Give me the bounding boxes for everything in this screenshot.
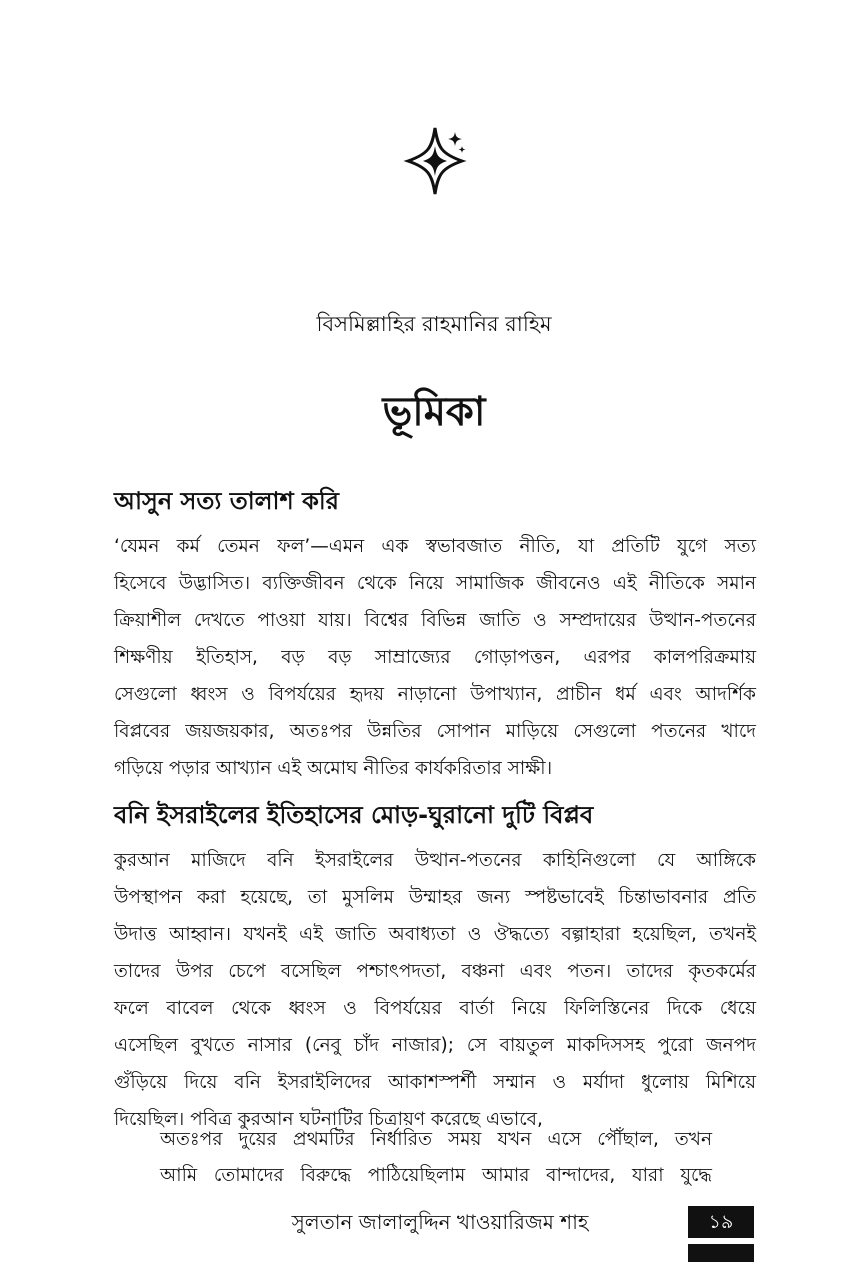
paragraph-line: কুরআন মাজিদে বনি ইসরাইলের উত্থান-পতনের কাহিনিগুলো যে আঙ্গিকে — [114, 850, 756, 871]
page-edge-bar — [688, 1244, 754, 1262]
paragraph-line: উদাত্ত আহ্বান। যখনই এই জাতি অবাধ্যতা ও ঔদ্ধত্যে বল্গাহারা হয়েছিল, তখনই — [114, 924, 756, 945]
four-point-star-ornament-icon — [398, 124, 472, 198]
section-heading: বনি ইসরাইলের ইতিহাসের মোড়-ঘুরানো দুটি বিপ্লব — [114, 801, 594, 829]
paragraph-line: দিয়েছিল। পবিত্র কুরআন ঘটনাটির চিত্রায়ণ করেছে এভাবে, — [114, 1109, 543, 1130]
paragraph-line: শিক্ষণীয় ইতিহাস, বড় বড় সাম্রাজ্যের গোড়াপত্তন, এরপর কালপরিক্রমায় — [114, 647, 756, 668]
paragraph-line: উপস্থাপন করা হয়েছে, তা মুসলিম উম্মাহর জন্য স্পষ্টভাবেই চিন্তাভাবনার প্রতি — [114, 887, 756, 908]
paragraph-line: এসেছিল বুখতে নাসার (নেবু চাঁদ নাজার); সে বায়তুল মাকদিসসহ পুরো জনপদ — [114, 1035, 756, 1056]
paragraph-line: গুঁড়িয়ে দিয়ে বনি ইসরাইলিদের আকাশস্পর্শী সম্মান ও মর্যাদা ধুলোয় মিশিয়ে — [114, 1072, 756, 1093]
paragraph-line: বিপ্লবের জয়জয়কার, অতঃপর উন্নতির সোপান মাড়িয়ে সেগুলো পতনের খাদে — [114, 721, 756, 742]
section-paragraph — [114, 528, 756, 787]
paragraph-line: ‘যেমন কর্ম তেমন ফল’—এমন এক স্বভাবজাত নীতি, যা প্রতিটি যুগে সত্য — [114, 536, 756, 557]
bismillah-line: বিসমিল্লাহির রাহমানির রাহিম — [316, 312, 552, 336]
section-intro — [114, 482, 756, 787]
paragraph-line: সেগুলো ধ্বংস ও বিপর্যয়ের হৃদয় নাড়ানো উপাখ্যান, প্রাচীন ধর্ম এবং আদর্শিক — [114, 684, 756, 705]
section-heading: আসুন সত্য তালাশ করি — [114, 487, 339, 515]
paragraph-line: গড়িয়ে পড়ার আখ্যান এই অমোঘ নীতির কার্যকরিতার সাক্ষী। — [114, 758, 553, 779]
section-bani-israel — [114, 796, 756, 1138]
quote-line: অতঃপর দুয়ের প্রথমটির নির্ধারিত সময় যখন এসে পৌঁছাল, তখন — [160, 1129, 712, 1150]
quote-line: আমি তোমাদের বিরুদ্ধে পাঠিয়েছিলাম আমার বান্দাদের, যারা যুদ্ধে — [160, 1165, 712, 1186]
footer-book-title: সুলতান জালালুদ্দিন খাওয়ারিজম শাহ — [291, 1210, 589, 1234]
section-paragraph — [114, 842, 756, 1138]
quran-quote — [160, 1122, 712, 1194]
paragraph-line: হিসেবে উদ্ভাসিত। ব্যক্তিজীবন থেকে নিয়ে সামাজিক জীবনেও এই নীতিকে সমান — [114, 573, 756, 594]
chapter-title: ভূমিকা — [382, 389, 486, 435]
page-number: ১৯ — [688, 1206, 754, 1238]
paragraph-line: ফলে বাবেল থেকে ধ্বংস ও বিপর্যয়ের বার্তা নিয়ে ফিলিস্তিনের দিকে ধেয়ে — [114, 998, 756, 1019]
paragraph-line: তাদের উপর চেপে বসেছিল পশ্চাৎপদতা, বঞ্চনা এবং পতন। তাদের কৃতকর্মের — [114, 961, 756, 982]
paragraph-line: ক্রিয়াশীল দেখতে পাওয়া যায়। বিশ্বের বিভিন্ন জাতি ও সম্প্রদায়ের উত্থান-পতনের — [114, 610, 756, 631]
